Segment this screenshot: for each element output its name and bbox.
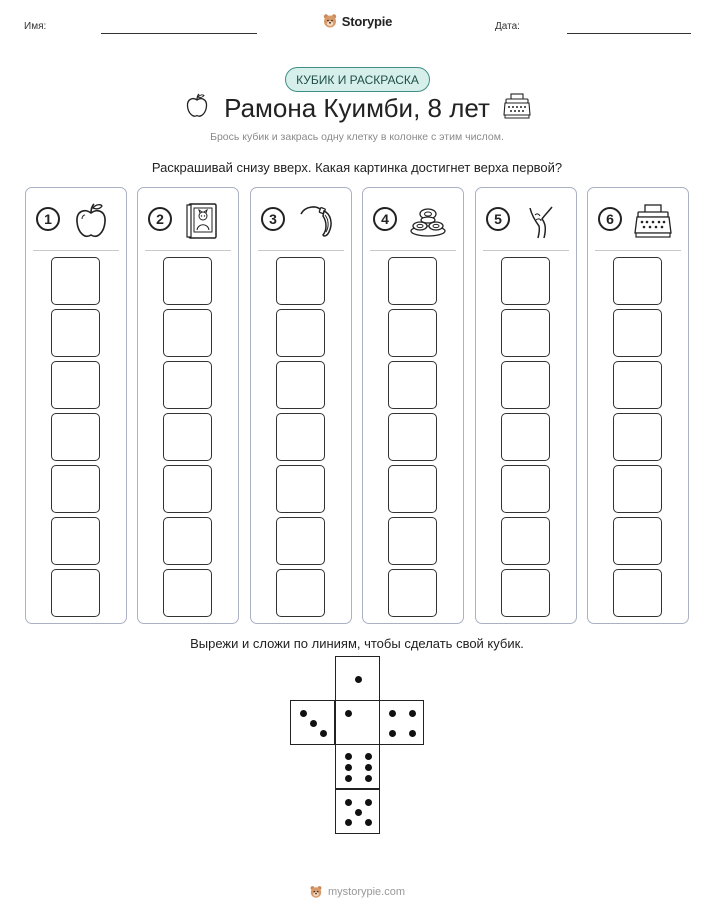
ponytail-icon <box>297 202 335 240</box>
color-cell[interactable] <box>388 309 437 357</box>
color-cell[interactable] <box>388 517 437 565</box>
color-cell[interactable] <box>501 465 550 513</box>
color-cell[interactable] <box>276 309 325 357</box>
column-4 <box>362 187 464 624</box>
color-cell[interactable] <box>276 257 325 305</box>
color-cell[interactable] <box>276 569 325 617</box>
column-2 <box>137 187 239 624</box>
color-cell[interactable] <box>613 257 662 305</box>
footer-link[interactable]: mystorypie.com <box>327 886 406 898</box>
color-cell[interactable] <box>501 517 550 565</box>
color-cell[interactable] <box>388 413 437 461</box>
color-cell[interactable] <box>388 361 437 409</box>
die-face-six <box>335 744 380 789</box>
die-face-one-top <box>335 656 380 701</box>
color-cell[interactable] <box>388 257 437 305</box>
color-cell[interactable] <box>613 569 662 617</box>
column-number: 5 <box>486 207 510 231</box>
knee-icon <box>522 202 560 240</box>
color-cell[interactable] <box>613 517 662 565</box>
color-cell[interactable] <box>163 517 212 565</box>
footer <box>0 885 714 899</box>
color-cell[interactable] <box>163 465 212 513</box>
color-cell[interactable] <box>163 257 212 305</box>
picture-book-icon <box>184 202 222 240</box>
brand-logo <box>0 13 714 29</box>
bear-logo-icon <box>309 885 323 899</box>
color-cell[interactable] <box>51 257 100 305</box>
die-face-three <box>290 700 335 745</box>
column-6 <box>587 187 689 624</box>
color-cell[interactable] <box>501 257 550 305</box>
color-cell[interactable] <box>613 413 662 461</box>
die-face-five <box>335 789 380 834</box>
color-cell[interactable] <box>163 569 212 617</box>
column-number: 1 <box>36 207 60 231</box>
color-cell[interactable] <box>501 413 550 461</box>
color-cell[interactable] <box>501 309 550 357</box>
cookies-icon <box>409 202 447 240</box>
column-1 <box>25 187 127 624</box>
color-cell[interactable] <box>388 465 437 513</box>
cut-instruction: Вырежи и сложи по линиям, чтобы сделать свой кубик. <box>190 636 524 651</box>
column-3 <box>250 187 352 624</box>
activity-badge: КУБИК И РАСКРАСКА <box>285 67 430 92</box>
color-cell[interactable] <box>501 569 550 617</box>
column-number: 3 <box>261 207 285 231</box>
color-cell[interactable] <box>388 569 437 617</box>
color-cell[interactable] <box>51 361 100 409</box>
color-cell[interactable] <box>51 517 100 565</box>
color-cell[interactable] <box>51 309 100 357</box>
color-cell[interactable] <box>51 569 100 617</box>
color-cell[interactable] <box>276 413 325 461</box>
color-cell[interactable] <box>163 413 212 461</box>
color-cell[interactable] <box>163 361 212 409</box>
color-cell[interactable] <box>276 465 325 513</box>
color-cell[interactable] <box>501 361 550 409</box>
column-5 <box>475 187 577 624</box>
apple-icon <box>72 202 110 240</box>
date-line[interactable] <box>567 33 691 34</box>
bear-logo-icon <box>322 13 338 29</box>
color-cell[interactable] <box>613 309 662 357</box>
column-number: 2 <box>148 207 172 231</box>
color-cell[interactable] <box>276 517 325 565</box>
subtitle: Брось кубик и закрась одну клетку в колонке с этим числом. <box>210 131 504 143</box>
die-face-one-center <box>335 700 380 745</box>
column-number: 6 <box>598 207 622 231</box>
name-label: Имя: <box>24 21 47 32</box>
page-title: Рамона Куимби, 8 лет <box>224 93 490 123</box>
color-cell[interactable] <box>51 413 100 461</box>
instruction-text: Раскрашивай снизу вверх. Какая картинка достигнет верха первой? <box>151 160 563 175</box>
column-number: 4 <box>373 207 397 231</box>
name-line[interactable] <box>101 33 257 34</box>
brand-name: Storypie <box>341 13 393 29</box>
color-cell[interactable] <box>276 361 325 409</box>
color-cell[interactable] <box>163 309 212 357</box>
typewriter-icon <box>634 202 672 240</box>
color-cell[interactable] <box>613 361 662 409</box>
typewriter-icon <box>503 93 531 119</box>
date-label: Дата: <box>495 21 520 32</box>
color-cell[interactable] <box>51 465 100 513</box>
die-face-four <box>379 700 424 745</box>
color-cell[interactable] <box>613 465 662 513</box>
